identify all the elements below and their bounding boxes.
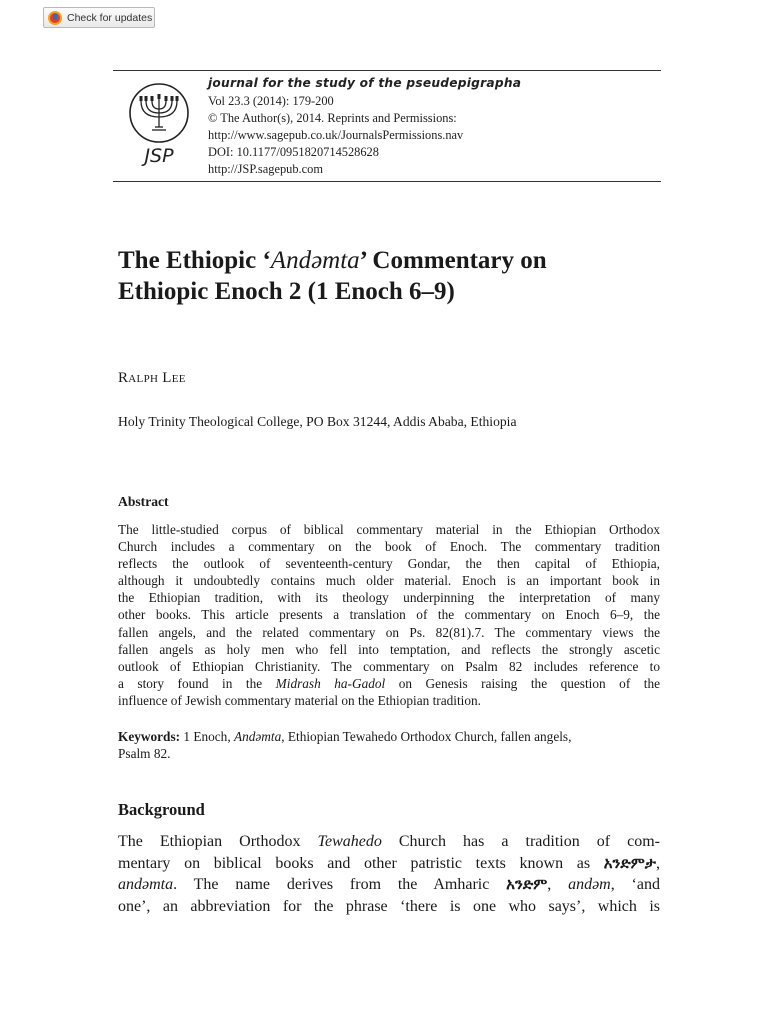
author-affiliation: Holy Trinity Theological College, PO Box 31244, Addis Ababa, Ethiopia	[118, 414, 517, 429]
author-name: Ralph Lee	[118, 370, 186, 386]
crossmark-icon	[48, 11, 62, 25]
article-title: The Ethiopic ‘Andəmta’ Commentary on Ethiopic Enoch 2 (1 Enoch 6–9)	[118, 247, 547, 305]
journal-info	[208, 93, 463, 178]
abstract-text: The little-studied corpus of biblical commentary material in the Ethiopian Orthodox Church includes a commentary on the book of Enoch. The commentary tradition reflects the outlook of seventeenth-century Gondar, the then capital of Ethiopia, although it undoubtedly contains much older material. Enoch is an important book in the Ethiopian tradition, with its theology underpinning the interpretation of many other books. This article presents a translation of the commentary on Enoch 6–9, the fallen angels, and the related commentary on Ps. 82(81).7. The commentary views the fallen angels as holy men who fell into temptation, and reflects the strongly ascetic outlook of Ethiopian Christianity. The commentary on Psalm 82 includes reference to a story found in the Midrash ha-Gadol on Genesis raising the question of the influence of Jewish commentary material on the Ethiopian tradition.	[118, 522, 661, 708]
check-for-updates-label: Check for updates	[67, 11, 153, 24]
journal-doi[interactable]: DOI: 10.1177/0951820714528628	[208, 145, 379, 159]
keywords: Keywords: 1 Enoch, Andəmta, Ethiopian Tewahedo Orthodox Church, fallen angels, Psalm 82.	[118, 729, 572, 762]
journal-copyright: © The Author(s), 2014. Reprints and Permissions:	[208, 111, 457, 125]
journal-url[interactable]: http://JSP.sagepub.com	[208, 162, 323, 176]
background-text: The Ethiopian Orthodox Tewahedo Church has a tradition of com- mentary on biblical books and other patristic texts known as አንድምታ, andəmta. The name derives from the Amharic አንድም, andəm, ‘and one’, an abbreviation for the phrase ‘there is one who says’, which is	[118, 833, 660, 915]
check-for-updates-button[interactable]	[43, 7, 155, 28]
abstract-heading: Abstract	[118, 494, 169, 509]
journal-name: journal for the study of the pseudepigrapha	[208, 76, 522, 90]
journal-volume: Vol 23.3 (2014): 179-200	[208, 94, 334, 108]
jsp-menorah-logo	[128, 83, 190, 167]
journal-header	[113, 70, 661, 182]
background-heading: Background	[118, 800, 205, 819]
journal-permissions-link[interactable]: http://www.sagepub.co.uk/JournalsPermissions.nav	[208, 128, 464, 142]
logo-text: JSP	[144, 145, 174, 167]
